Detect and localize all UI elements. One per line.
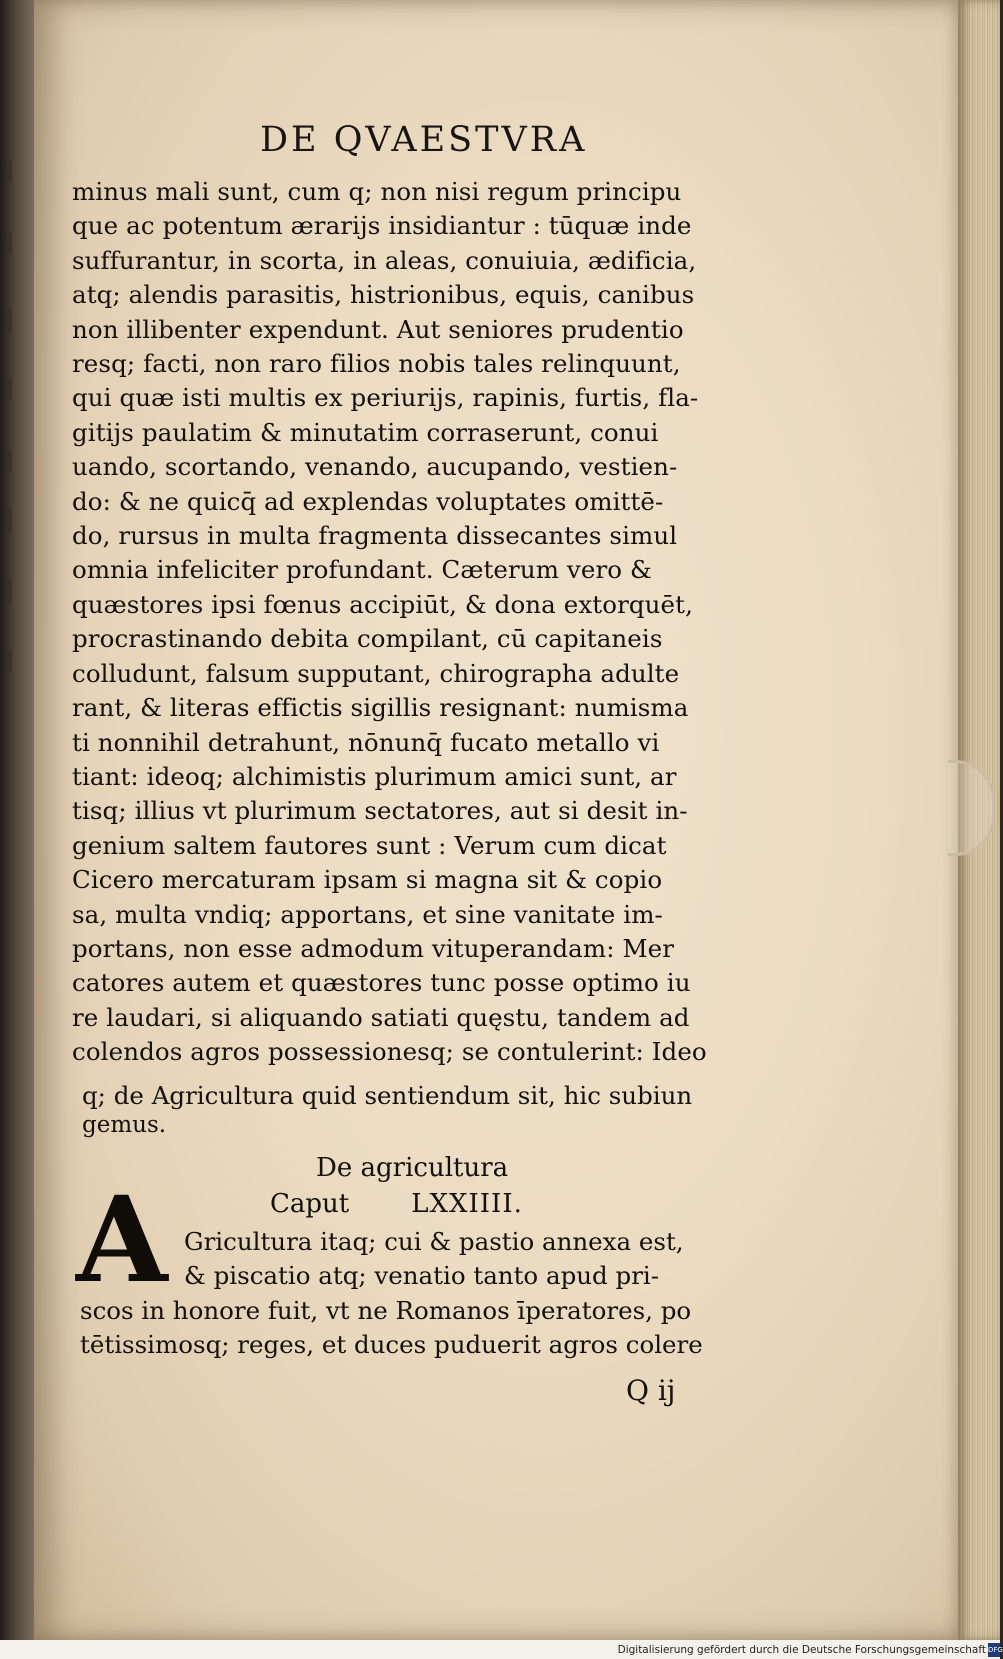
text-line: tētissimosq; reges, et duces puduerit agros colere: [80, 1330, 703, 1360]
text-line: procrastinando debita compilant, cū capitaneis: [72, 624, 663, 654]
text-line: quæstores ipsi fœnus accipiūt, & dona extorquēt,: [72, 589, 693, 619]
margin-mark: [6, 580, 12, 602]
text-line: non illibenter expendunt. Aut seniores prudentio: [72, 314, 684, 344]
text-line: tisq; illius vt plurimum sectatores, aut si desit in-: [72, 796, 688, 826]
drop-cap: A: [76, 1170, 168, 1309]
facing-page-marks: [2, 160, 22, 680]
chapter-title: De agricultura: [316, 1153, 509, 1183]
margin-mark: [6, 378, 12, 400]
dfg-logo-icon: DFG: [988, 1643, 1000, 1657]
transition-line: [82, 1080, 782, 1112]
text-line: & piscatio atq; venatio tanto apud pri-: [184, 1261, 660, 1291]
text-line: colendos agros possessionesq; se contulerint: Ideo: [72, 1037, 707, 1067]
text-line: genium saltem fautores sunt : Verum cum dicat: [72, 830, 667, 860]
text-line: re laudari, si aliquando satiati quęstu, tandem ad: [72, 1002, 690, 1032]
footer-bar: [0, 1640, 1003, 1659]
text-line: sa, multa vndiq; apportans, et sine vanitate im-: [72, 899, 663, 929]
text-line: Gricultura itaq; cui & pastio annexa est,: [184, 1227, 684, 1256]
margin-mark: [6, 310, 12, 332]
text-line: gitijs paulatim & minutatim corraserunt, conui: [72, 417, 659, 447]
text-line: atq; alendis parasitis, histrionibus, equis, canibus: [72, 280, 695, 310]
chapter-number: LXXIIII.: [411, 1189, 523, 1219]
text-line: minus mali sunt, cum q; non nisi regum principu: [72, 177, 682, 206]
text-line: do: & ne quicq̄ ad explendas voluptates omittē-: [72, 486, 664, 516]
text-line: omnia infeliciter profundant. Cæterum vero &: [72, 555, 652, 585]
text-line: tiant: ideoq; alchimistis plurimum amici sunt, ar: [72, 761, 677, 791]
text-line: portans, non esse admodum vituperandam: Mer: [72, 933, 675, 963]
text-line: resq; facti, non raro filios nobis tales relinquunt,: [72, 349, 681, 379]
text-line: uando, scortando, venando, aucupando, vestien-: [72, 452, 678, 482]
text-line: suffurantur, in scorta, in aleas, conuiuia, ædificia,: [72, 245, 697, 275]
text-line: Cicero mercaturam ipsam si magna sit & copio: [72, 865, 663, 895]
margin-mark: [6, 450, 12, 472]
text-line: do, rursus in multa fragmenta dissecantes simul: [72, 521, 678, 551]
margin-mark: [6, 510, 12, 532]
margin-mark: [6, 232, 12, 254]
text-line: qui quæ isti multis ex periurijs, rapinis, furtis, fla-: [72, 383, 699, 413]
body-text: [72, 175, 772, 1070]
transition-prefix: q; de: [82, 1081, 144, 1110]
book-page: [34, 0, 960, 1640]
chapter-text: [80, 1225, 780, 1363]
transition-end: gemus.: [82, 1112, 167, 1138]
footer-credit: Digitalisierung gefördert durch die Deutsche Forschungsgemeinschaft: [617, 1644, 986, 1656]
text-line: rant, & literas effictis sigillis resignant: numisma: [72, 693, 689, 723]
transition-text: Agricultura quid sentiendum sit, hic subiun: [151, 1081, 693, 1110]
text-line: ti nonnihil detrahunt, nōnunq̄ fucato metallo vi: [72, 727, 660, 757]
running-head: DE QVAESTVRA: [260, 120, 588, 160]
chapter-heading: [270, 1189, 523, 1219]
text-line: scos in honore fuit, vt ne Romanos īperatores, po: [80, 1295, 692, 1325]
text-line: colludunt, falsum supputant, chirographa adulte: [72, 658, 680, 688]
signature-mark: Q ij: [626, 1374, 676, 1407]
margin-mark: [6, 160, 12, 182]
text-line: catores autem et quæstores tunc posse optimo iu: [72, 968, 691, 998]
chapter-caput: Caput: [270, 1189, 350, 1219]
text-line: que ac potentum ærarijs insidiantur : tūquæ inde: [72, 211, 692, 241]
margin-mark: [6, 650, 12, 672]
